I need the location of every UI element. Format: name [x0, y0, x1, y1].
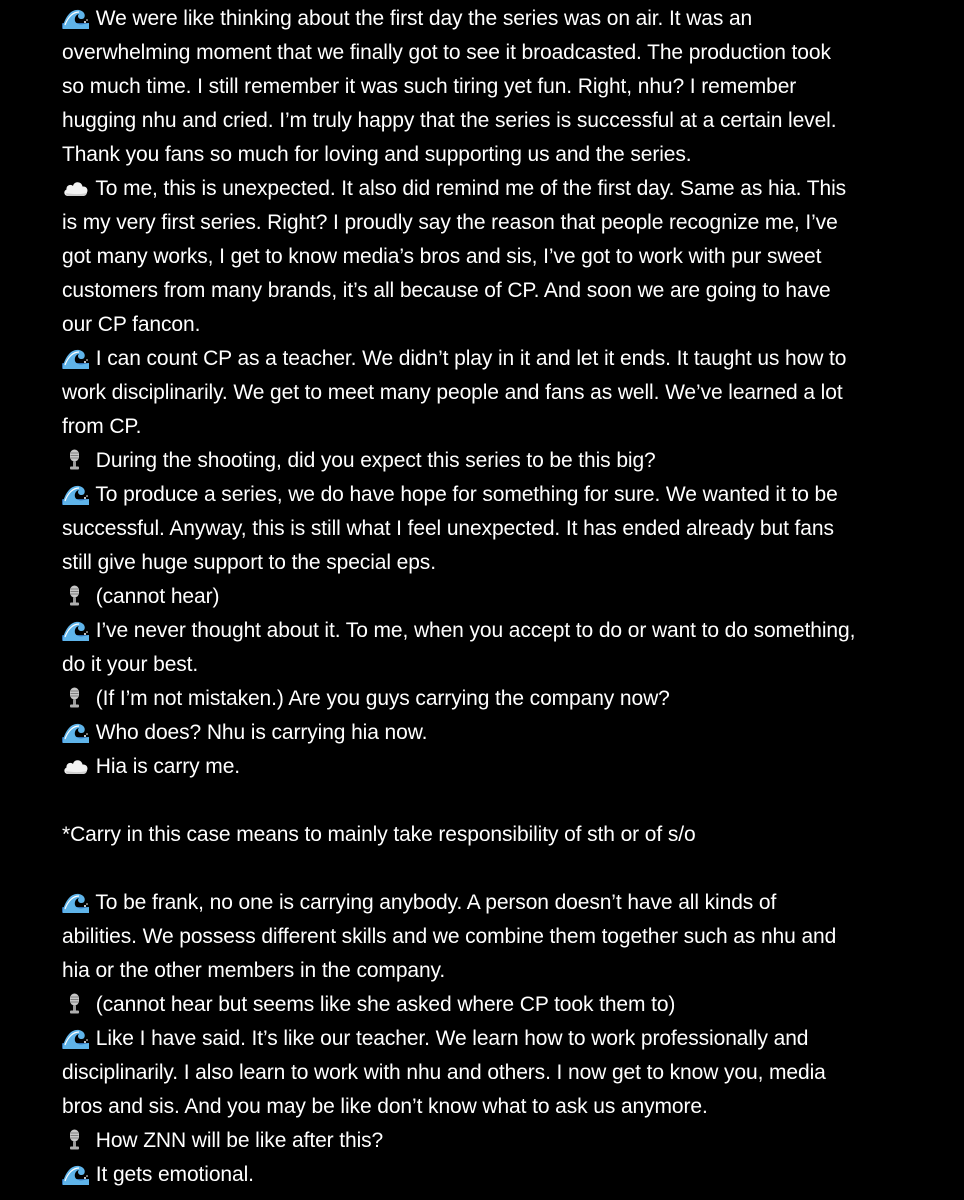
wave-icon: [62, 1163, 89, 1185]
transcript-line-text: Like I have said. It’s like our teacher. We learn how to work professionally and: [95, 1027, 809, 1050]
transcript-line: [62, 70, 942, 104]
transcript-line: [62, 818, 942, 852]
wave-icon: [62, 891, 89, 913]
transcript-line-text: work disciplinarily. We get to meet many people and fans as well. We’ve learned a lot: [62, 381, 843, 404]
transcript-line: [62, 308, 942, 342]
transcript-line-text: *Carry in this case means to mainly take responsibility of sth or of s/o: [62, 823, 696, 846]
transcript-line-text: still give huge support to the special eps.: [62, 551, 436, 574]
transcript-line: [62, 1158, 942, 1192]
transcript-line: [62, 716, 942, 750]
transcript-line: [62, 206, 942, 240]
transcript-line: [62, 648, 942, 682]
transcript-line-text: customers from many brands, it’s all because of CP. And soon we are going to have: [62, 279, 831, 302]
transcript-line-text: How ZNN will be like after this?: [95, 1129, 384, 1152]
transcript-document: [62, 2, 942, 1192]
studio-microphone-icon: [62, 585, 89, 607]
transcript-line-text: is my very first series. Right? I proudly say the reason that people recognize me, I’ve: [62, 211, 838, 234]
transcript-line-text: During the shooting, did you expect this series to be this big?: [95, 449, 656, 472]
studio-microphone-icon: [62, 687, 89, 709]
cloud-icon: [62, 755, 89, 777]
transcript-line: [62, 920, 942, 954]
transcript-line-text: We were like thinking about the first day the series was on air. It was an: [95, 7, 753, 30]
transcript-line: [62, 410, 942, 444]
transcript-line: [62, 886, 942, 920]
studio-microphone-icon: [62, 449, 89, 471]
wave-icon: [62, 347, 89, 369]
transcript-line-text: so much time. I still remember it was such tiring yet fun. Right, nhu? I remember: [62, 75, 797, 98]
transcript-line: [62, 478, 942, 512]
transcript-line-text: Thank you fans so much for loving and supporting us and the series.: [62, 143, 692, 166]
transcript-line: [62, 274, 942, 308]
studio-microphone-icon: [62, 993, 89, 1015]
transcript-line: [62, 512, 942, 546]
transcript-line: [62, 750, 942, 784]
transcript-line-text: To be frank, no one is carrying anybody. A person doesn’t have all kinds of: [95, 891, 777, 914]
transcript-line: [62, 444, 942, 478]
transcript-line-text: To produce a series, we do have hope for something for sure. We wanted it to be: [95, 483, 838, 506]
transcript-line-text: It gets emotional.: [95, 1163, 254, 1186]
transcript-line-text: To me, this is unexpected. It also did remind me of the first day. Same as hia. This: [95, 177, 847, 200]
transcript-line-text: hugging nhu and cried. I’m truly happy that the series is successful at a certain level.: [62, 109, 837, 132]
blank-line: [62, 852, 942, 886]
transcript-line: [62, 614, 942, 648]
transcript-line-text: from CP.: [62, 415, 142, 438]
transcript-line-text: Who does? Nhu is carrying hia now.: [95, 721, 428, 744]
transcript-line-text: successful. Anyway, this is still what I feel unexpected. It has ended already but fans: [62, 517, 834, 540]
blank-line: [62, 784, 942, 818]
wave-icon: [62, 1027, 89, 1049]
transcript-line: [62, 954, 942, 988]
transcript-line: [62, 2, 942, 36]
transcript-line: [62, 138, 942, 172]
transcript-line-text: bros and sis. And you may be like don’t know what to ask us anymore.: [62, 1095, 708, 1118]
transcript-line: [62, 240, 942, 274]
transcript-line: [62, 1056, 942, 1090]
transcript-line: [62, 172, 942, 206]
transcript-line: [62, 988, 942, 1022]
transcript-line-text: Hia is carry me.: [95, 755, 241, 778]
transcript-line: [62, 682, 942, 716]
transcript-line-text: got many works, I get to know media’s bros and sis, I’ve got to work with pur sweet: [62, 245, 822, 268]
transcript-line: [62, 104, 942, 138]
transcript-line-text: I’ve never thought about it. To me, when you accept to do or want to do something,: [95, 619, 856, 642]
transcript-line: [62, 342, 942, 376]
transcript-line-text: (If I’m not mistaken.) Are you guys carrying the company now?: [95, 687, 670, 710]
wave-icon: [62, 483, 89, 505]
cloud-icon: [62, 177, 89, 199]
transcript-line: [62, 36, 942, 70]
wave-icon: [62, 619, 89, 641]
transcript-line: [62, 1022, 942, 1056]
transcript-line: [62, 376, 942, 410]
transcript-line: [62, 1090, 942, 1124]
transcript-line-text: I can count CP as a teacher. We didn’t play in it and let it ends. It taught us how to: [95, 347, 847, 370]
transcript-line: [62, 580, 942, 614]
transcript-line-text: abilities. We possess different skills and we combine them together such as nhu and: [62, 925, 837, 948]
transcript-line-text: (cannot hear): [95, 585, 220, 608]
transcript-line-text: do it your best.: [62, 653, 199, 676]
transcript-line-text: (cannot hear but seems like she asked where CP took them to): [95, 993, 676, 1016]
transcript-line-text: hia or the other members in the company.: [62, 959, 446, 982]
wave-icon: [62, 721, 89, 743]
transcript-line: [62, 546, 942, 580]
studio-microphone-icon: [62, 1129, 89, 1151]
transcript-line-text: overwhelming moment that we finally got to see it broadcasted. The production took: [62, 41, 831, 64]
transcript-line: [62, 1124, 942, 1158]
wave-icon: [62, 7, 89, 29]
transcript-line-text: disciplinarily. I also learn to work with nhu and others. I now get to know you, media: [62, 1061, 826, 1084]
transcript-line-text: our CP fancon.: [62, 313, 201, 336]
